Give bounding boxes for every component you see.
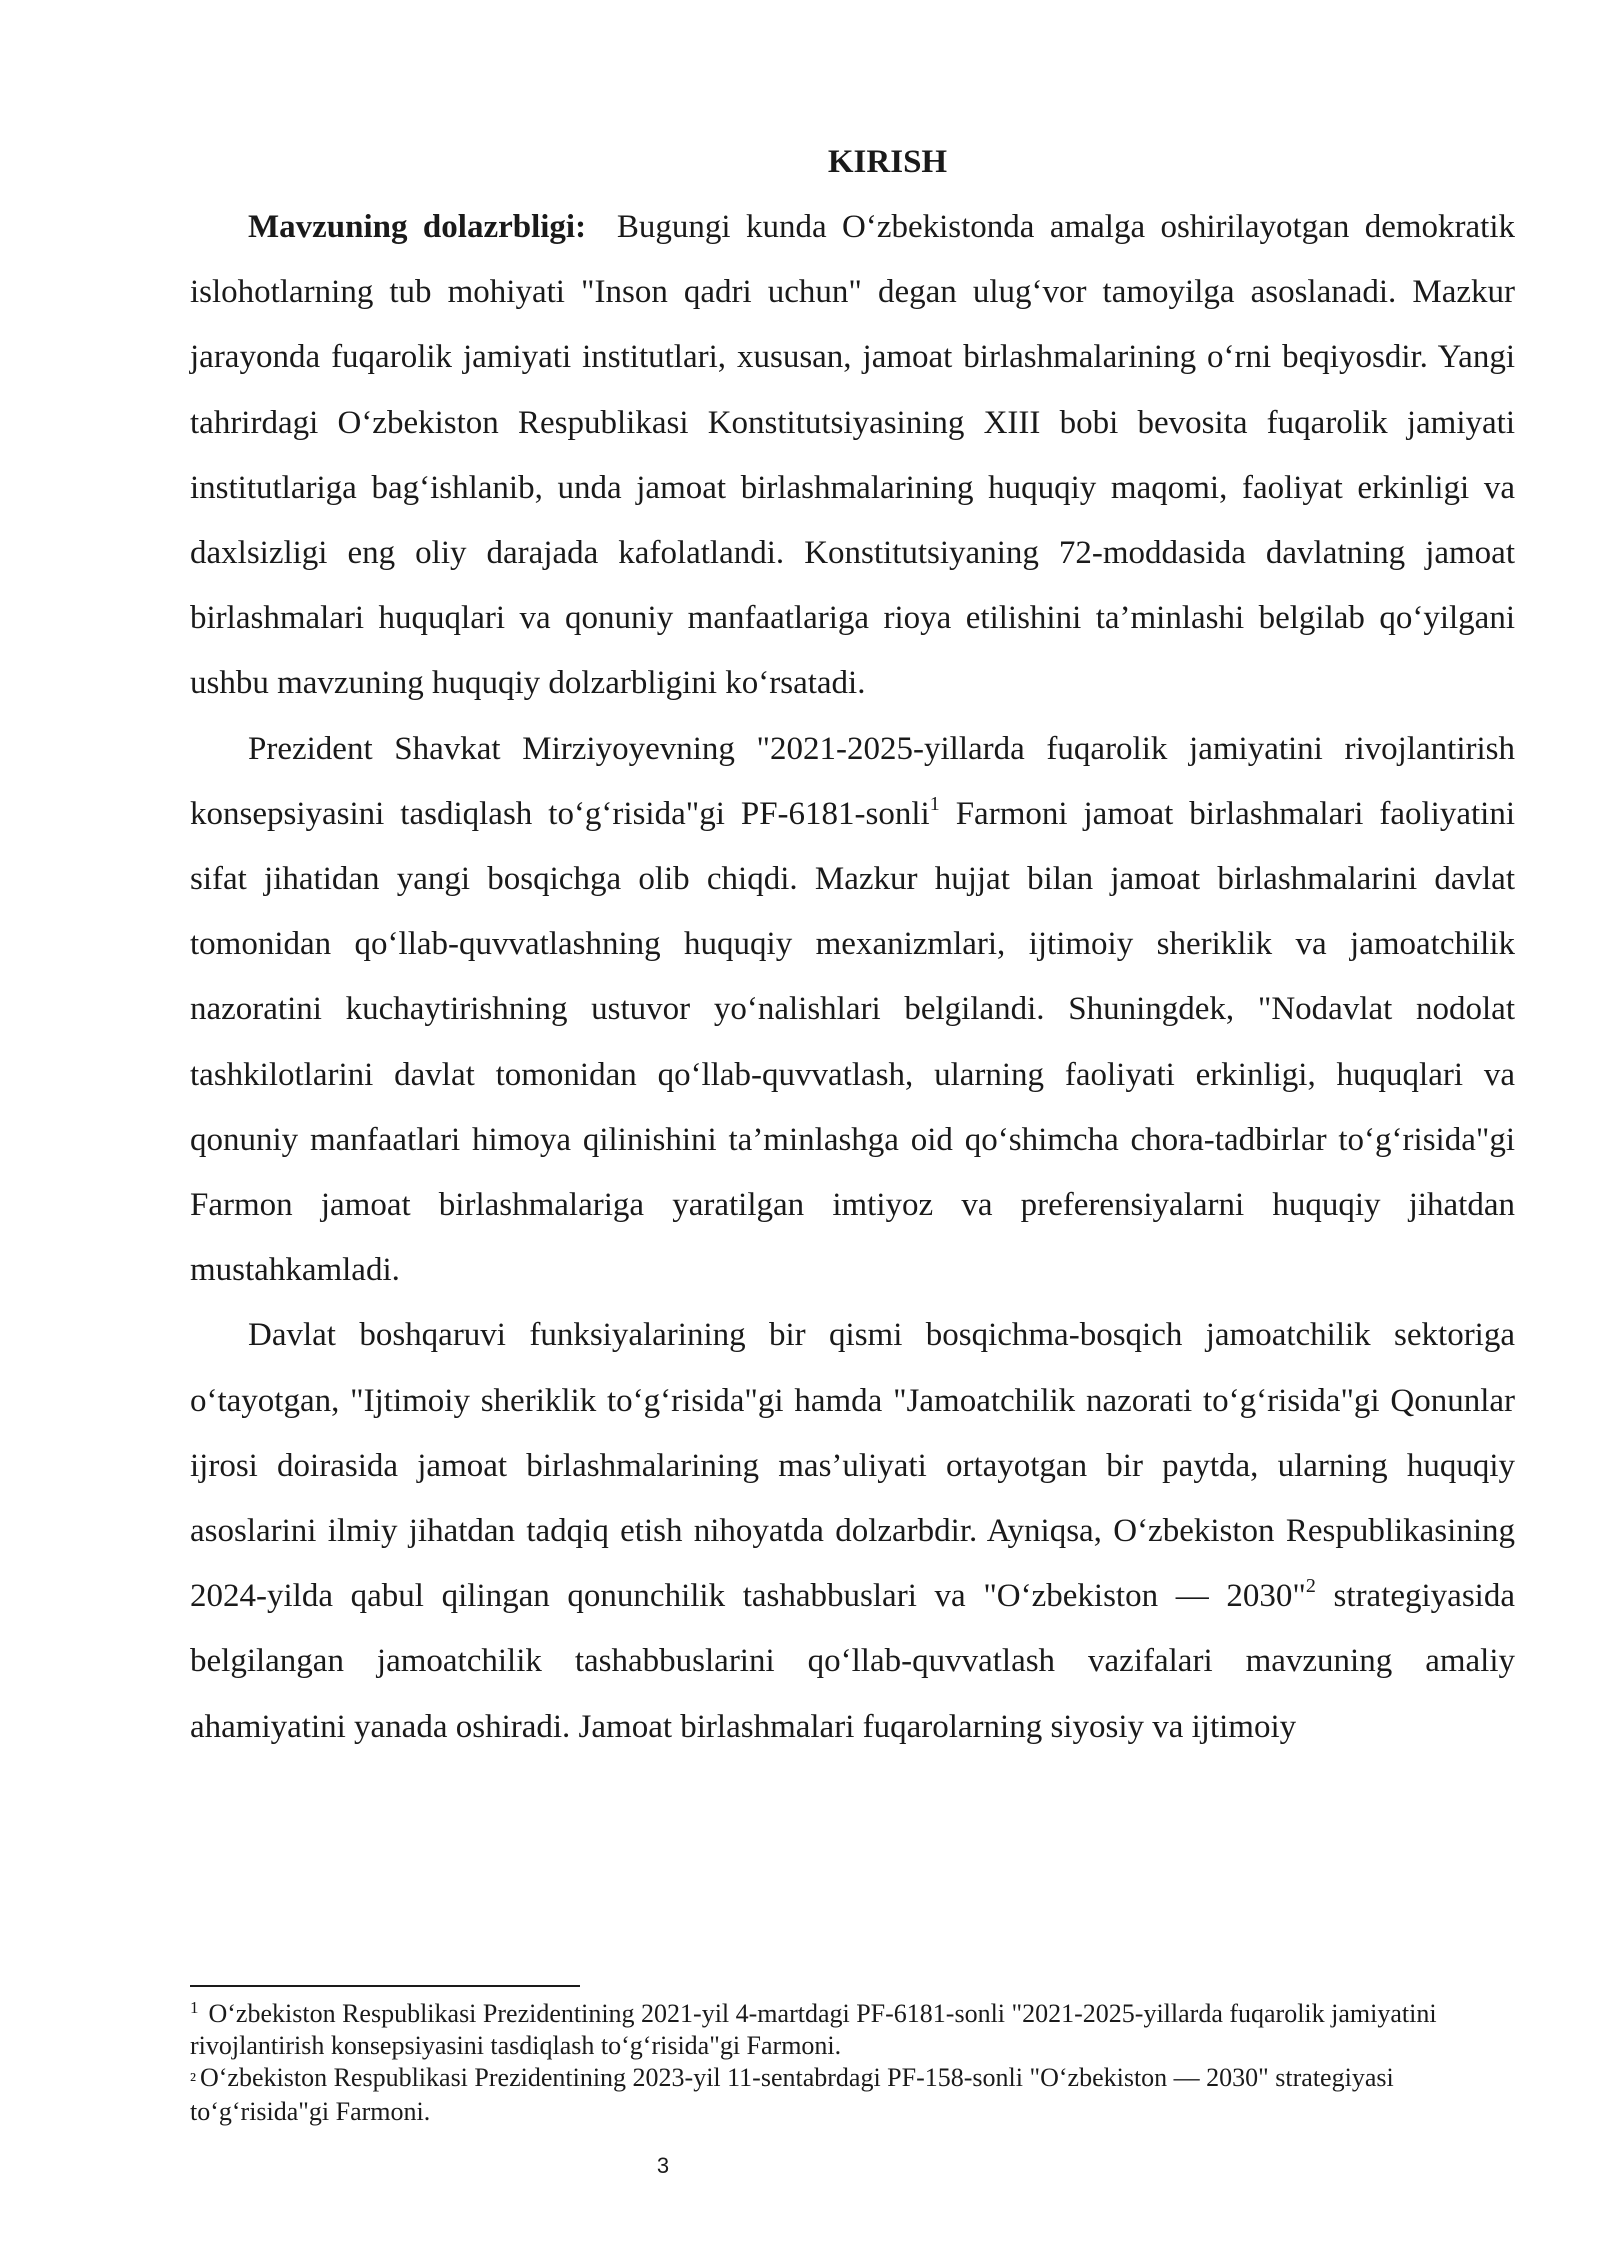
relevance-text: Bugungi kunda O‘zbekistonda amalga oshirilayotgan demokratik islohotlarning tub mohiyati "Inson qadri uchun" degan ulug‘vor tamoyilga asoslanadi. Mazkur jarayonda fuqarolik jamiyati institutlari, xususan, jamoat birlashmalarining o‘rni beqiyosdir. Yangi tahrirdagi O‘zbekiston Respublikasi Konstitutsiyasining XIII bobi bevosita fuqarolik jamiyati institutlariga bag‘ishlanib, unda jamoat birlashmalarining huquqiy maqomi, faoliyat erkinligi va daxlsizligi eng oliy darajada kafolatlandi. Konstitutsiyaning 72-moddasida davlatning jamoat birlashmalari huquqlari va qonuniy manfaatlariga rioya etilishini ta’minlashi belgilab qo‘yilgani ushbu mavzuning huquqiy dolzarbligini ko‘rsatadi. [190, 209, 1524, 702]
governance-text-before: Davlat boshqaruvi funksiyalarining bir qismi bosqichma-bosqich jamoatchilik sektoriga o‘tayotgan, "Ijtimoiy sheriklik to‘g‘risida"gi hamda "Jamoatchilik nazorati to‘g‘risida"gi Qonunlar ijrosi doirasida jamoat birlashmalarining mas’uliyati ortayotgan bir paytda, ularning huquqiy asoslarini ilmiy jihatdan tadqiq etish nihoyatda dolzarbdir. Ayniqsa, O‘zbekiston Respublikasining 2024-yilda qabul qilingan qonunchilik tashabbuslari va "O‘zbekiston — 2030" [190, 1317, 1515, 1615]
footnote-2-text: O‘zbekiston Respublikasi Prezidentining 2023-yil 11-sentabrdagi PF-158-sonli "O‘zbekiston — 2030" strategiyasi to‘g‘risida"gi Farmoni. [190, 2063, 1394, 2126]
footnotes [190, 1998, 1515, 2128]
footnote-1-mark: 1 [190, 1998, 199, 2017]
decree-text-before: Prezident Shavkat Mirziyoyevning "2021-2025-yillarda fuqarolik jamiyatini rivojlantirish konsepsiyasini tasdiqlash to‘g‘risida"gi PF-6181-sonli [190, 730, 1515, 832]
footnote-1-text: O‘zbekiston Respublikasi Prezidentining 2021-yil 4-martdagi PF-6181-sonli "2021-2025-yillarda fuqarolik jamiyatini rivojlantirish konsepsiyasini tasdiqlash to‘g‘risida"gi Farmoni. [190, 1999, 1437, 2060]
document-page [190, 130, 1524, 1760]
footnote-ref-1[interactable]: 1 [929, 792, 940, 815]
relevance-lead: Mavzuning dolazrbligi: [248, 209, 587, 245]
governance-text-after: strategiyasida belgilangan jamoatchilik tashabbuslarini qo‘llab-quvvatlash vazifalari mavzuning amaliy ahamiyatini yanada oshiradi. Jamoat birlashmalari fuqarolarning siyosiy va ijtimoiy [190, 1578, 1515, 1745]
paragraph-relevance [190, 195, 1524, 717]
page-number: 3 [656, 2153, 670, 2178]
footnote-1 [190, 1998, 1515, 2062]
footnote-separator [190, 1985, 580, 1987]
paragraph-decree [190, 717, 1515, 1304]
paragraph-governance [190, 1303, 1515, 1759]
section-heading: KIRISH [827, 144, 948, 180]
footnote-ref-2[interactable]: 2 [1305, 1575, 1316, 1598]
decree-text-after: Farmoni jamoat birlashmalari faoliyatini sifat jihatidan yangi bosqichga olib chiqdi. Mazkur hujjat bilan jamoat birlashmalarini davlat tomonidan qo‘llab-quvvatlashning huquqiy mexanizmlari, ijtimoiy sheriklik va jamoatchilik nazoratini kuchaytirishning ustuvor yo‘nalishlari belgilandi. Shuningdek, "Nodavlat nodolat tashkilotlarini davlat tomonidan qo‘llab-quvvatlash, ularning faoliyati erkinligi, huquqlari va qonuniy manfaatlari himoya qilinishini ta’minlashga oid qo‘shimcha chora-tadbirlar to‘g‘risida"gi Farmon jamoat birlashmalariga yaratilgan imtiyoz va preferensiyalarni huquqiy jihatdan mustahkamladi. [190, 795, 1515, 1289]
footnote-2 [190, 2062, 1515, 2128]
footnote-2-mark: ² [190, 2069, 196, 2091]
